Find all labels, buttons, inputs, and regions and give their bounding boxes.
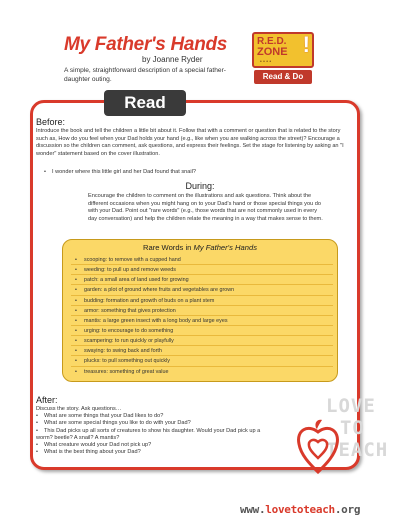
- logo-to-text: TO: [340, 417, 365, 439]
- list-item: • What is the best thing about your Dad?: [36, 449, 141, 456]
- url-prefix: www.: [240, 503, 266, 516]
- list-item: • weeding: to pull up and remove weeds: [71, 265, 333, 275]
- logo-zone-text: ZONE: [257, 46, 288, 58]
- url-name: lovetoteach: [265, 503, 335, 516]
- list-item: • patch: a small area of land used for growing: [71, 275, 333, 285]
- list-item: • scampering: to run quickly or playfully: [71, 336, 333, 346]
- after-question-text: What are some things that your Dad likes to do?: [44, 413, 164, 419]
- after-intro: Discuss the story. Ask questions…: [36, 406, 122, 412]
- rare-word-text: patch: a small area of land used for growing: [84, 277, 189, 284]
- list-item: • What are some special things you like to do with your Dad?: [36, 420, 191, 427]
- rare-word-text: treasures: something of great value: [84, 368, 169, 375]
- logo-zone-badge: [252, 32, 314, 68]
- book-description: A simple, straightforward description of a special father-daughter outing.: [64, 67, 226, 83]
- rare-word-text: scampering: to run quickly or playfully: [84, 338, 174, 345]
- before-bullet: [44, 169, 196, 177]
- before-heading: Before:: [36, 117, 66, 127]
- rare-words-list: [71, 255, 333, 377]
- after-question-text: What are some special things you like to do with your Dad?: [44, 420, 191, 427]
- after-question-text: This Dad picks up all sorts of creatures to show his daughter. Would your Dad pick up a worm? beetle? A snail? A mantis?: [36, 427, 261, 441]
- rare-words-title: [63, 243, 337, 252]
- apple-heart-icon: [296, 418, 340, 474]
- logo-red-text: R.E.D.: [257, 36, 287, 47]
- list-item: • What creature would your Dad not pick up?: [36, 442, 152, 449]
- during-heading: During:: [185, 181, 215, 191]
- list-item: • plucks: to pull something out quickly: [71, 356, 333, 366]
- rare-word-text: mantis: a large green insect with a long body and large eyes: [84, 317, 228, 324]
- love-to-teach-logo: [296, 396, 392, 502]
- list-item: • armor: something that gives protection: [71, 306, 333, 316]
- after-questions-list: [36, 413, 276, 457]
- rare-word-text: urging: to encourage to do something: [84, 327, 174, 334]
- list-item: • This Dad picks up all sorts of creatures to show his daughter. Would your Dad pick up a worm? beetle? A snail? A mantis?: [36, 427, 261, 441]
- list-item: • scooping: to remove with a cupped hand: [71, 255, 333, 265]
- rare-words-title-book: My Father's Hands: [193, 243, 257, 252]
- logo-love-text: LOVE: [326, 395, 376, 417]
- red-zone-logo: [252, 32, 314, 92]
- rare-word-text: budding: formation and growth of buds on a plant stem: [84, 297, 215, 304]
- list-item: • budding: formation and growth of buds on a plant stem: [71, 296, 333, 306]
- list-item: • What are some things that your Dad likes to do?: [36, 413, 164, 419]
- after-heading: After:: [36, 395, 58, 405]
- list-item: • treasures: something of great value: [75, 368, 169, 375]
- list-item: • garden: a plot of ground where fruits and vegetables are grown: [71, 285, 333, 295]
- rare-word-text: swaying: to swing back and forth: [84, 348, 162, 355]
- list-item: • urging: to encourage to do something: [71, 326, 333, 336]
- logo-exclamation: !: [302, 32, 310, 57]
- before-bullet-text: I wonder where this little girl and her Dad found that snail?: [52, 169, 196, 175]
- rare-word-text: weeding: to pull up and remove weeds: [84, 267, 176, 274]
- logo-read-do: Read & Do: [254, 70, 312, 84]
- after-question-text: What is the best thing about your Dad?: [44, 449, 141, 456]
- during-paragraph: Encourage the children to comment on the illustrations and ask questions. Think about the different occasions when you might hang on to your Dad's hand or those special things you do with your Dad. Point out "rare words" (e.g., those words that are not commonly used in every day conversation) and help the children relate the meaning in a way that makes sense to them.: [88, 193, 323, 222]
- logo-dots: • • • •: [260, 59, 272, 65]
- rare-word-text: plucks: to pull something out quickly: [84, 358, 170, 365]
- rare-word-text: armor: something that gives protection: [84, 307, 176, 314]
- logo-teach-text: TEACH: [326, 439, 389, 461]
- before-paragraph: Introduce the book and tell the children a little bit about it. Follow that with a comment or question that is related to the story such as, How do you feel when your Dad holds your hand (e.g., like when you are walking across the street)? Encourage a discussion so the children can comment, ask questions, and express their feelings. Set the stage for listening by asking an "I wonder" statement based on the cover illustration.: [36, 128, 344, 157]
- after-question-text: What creature would your Dad not pick up?: [44, 442, 152, 449]
- page-title: My Father's Hands: [64, 34, 228, 55]
- author-line: by Joanne Ryder: [142, 55, 203, 64]
- read-tab: Read: [104, 90, 186, 116]
- website-url[interactable]: [240, 503, 360, 516]
- rare-words-title-prefix: Rare Words in: [142, 243, 194, 252]
- bullet-dot: •: [44, 169, 46, 175]
- url-suffix: .org: [334, 503, 361, 516]
- rare-words-box: [62, 239, 338, 382]
- list-item: • swaying: to swing back and forth: [71, 346, 333, 356]
- list-item: • mantis: a large green insect with a long body and large eyes: [71, 316, 333, 326]
- rare-word-text: scooping: to remove with a cupped hand: [84, 257, 181, 263]
- rare-word-text: garden: a plot of ground where fruits and vegetables are grown: [84, 287, 235, 294]
